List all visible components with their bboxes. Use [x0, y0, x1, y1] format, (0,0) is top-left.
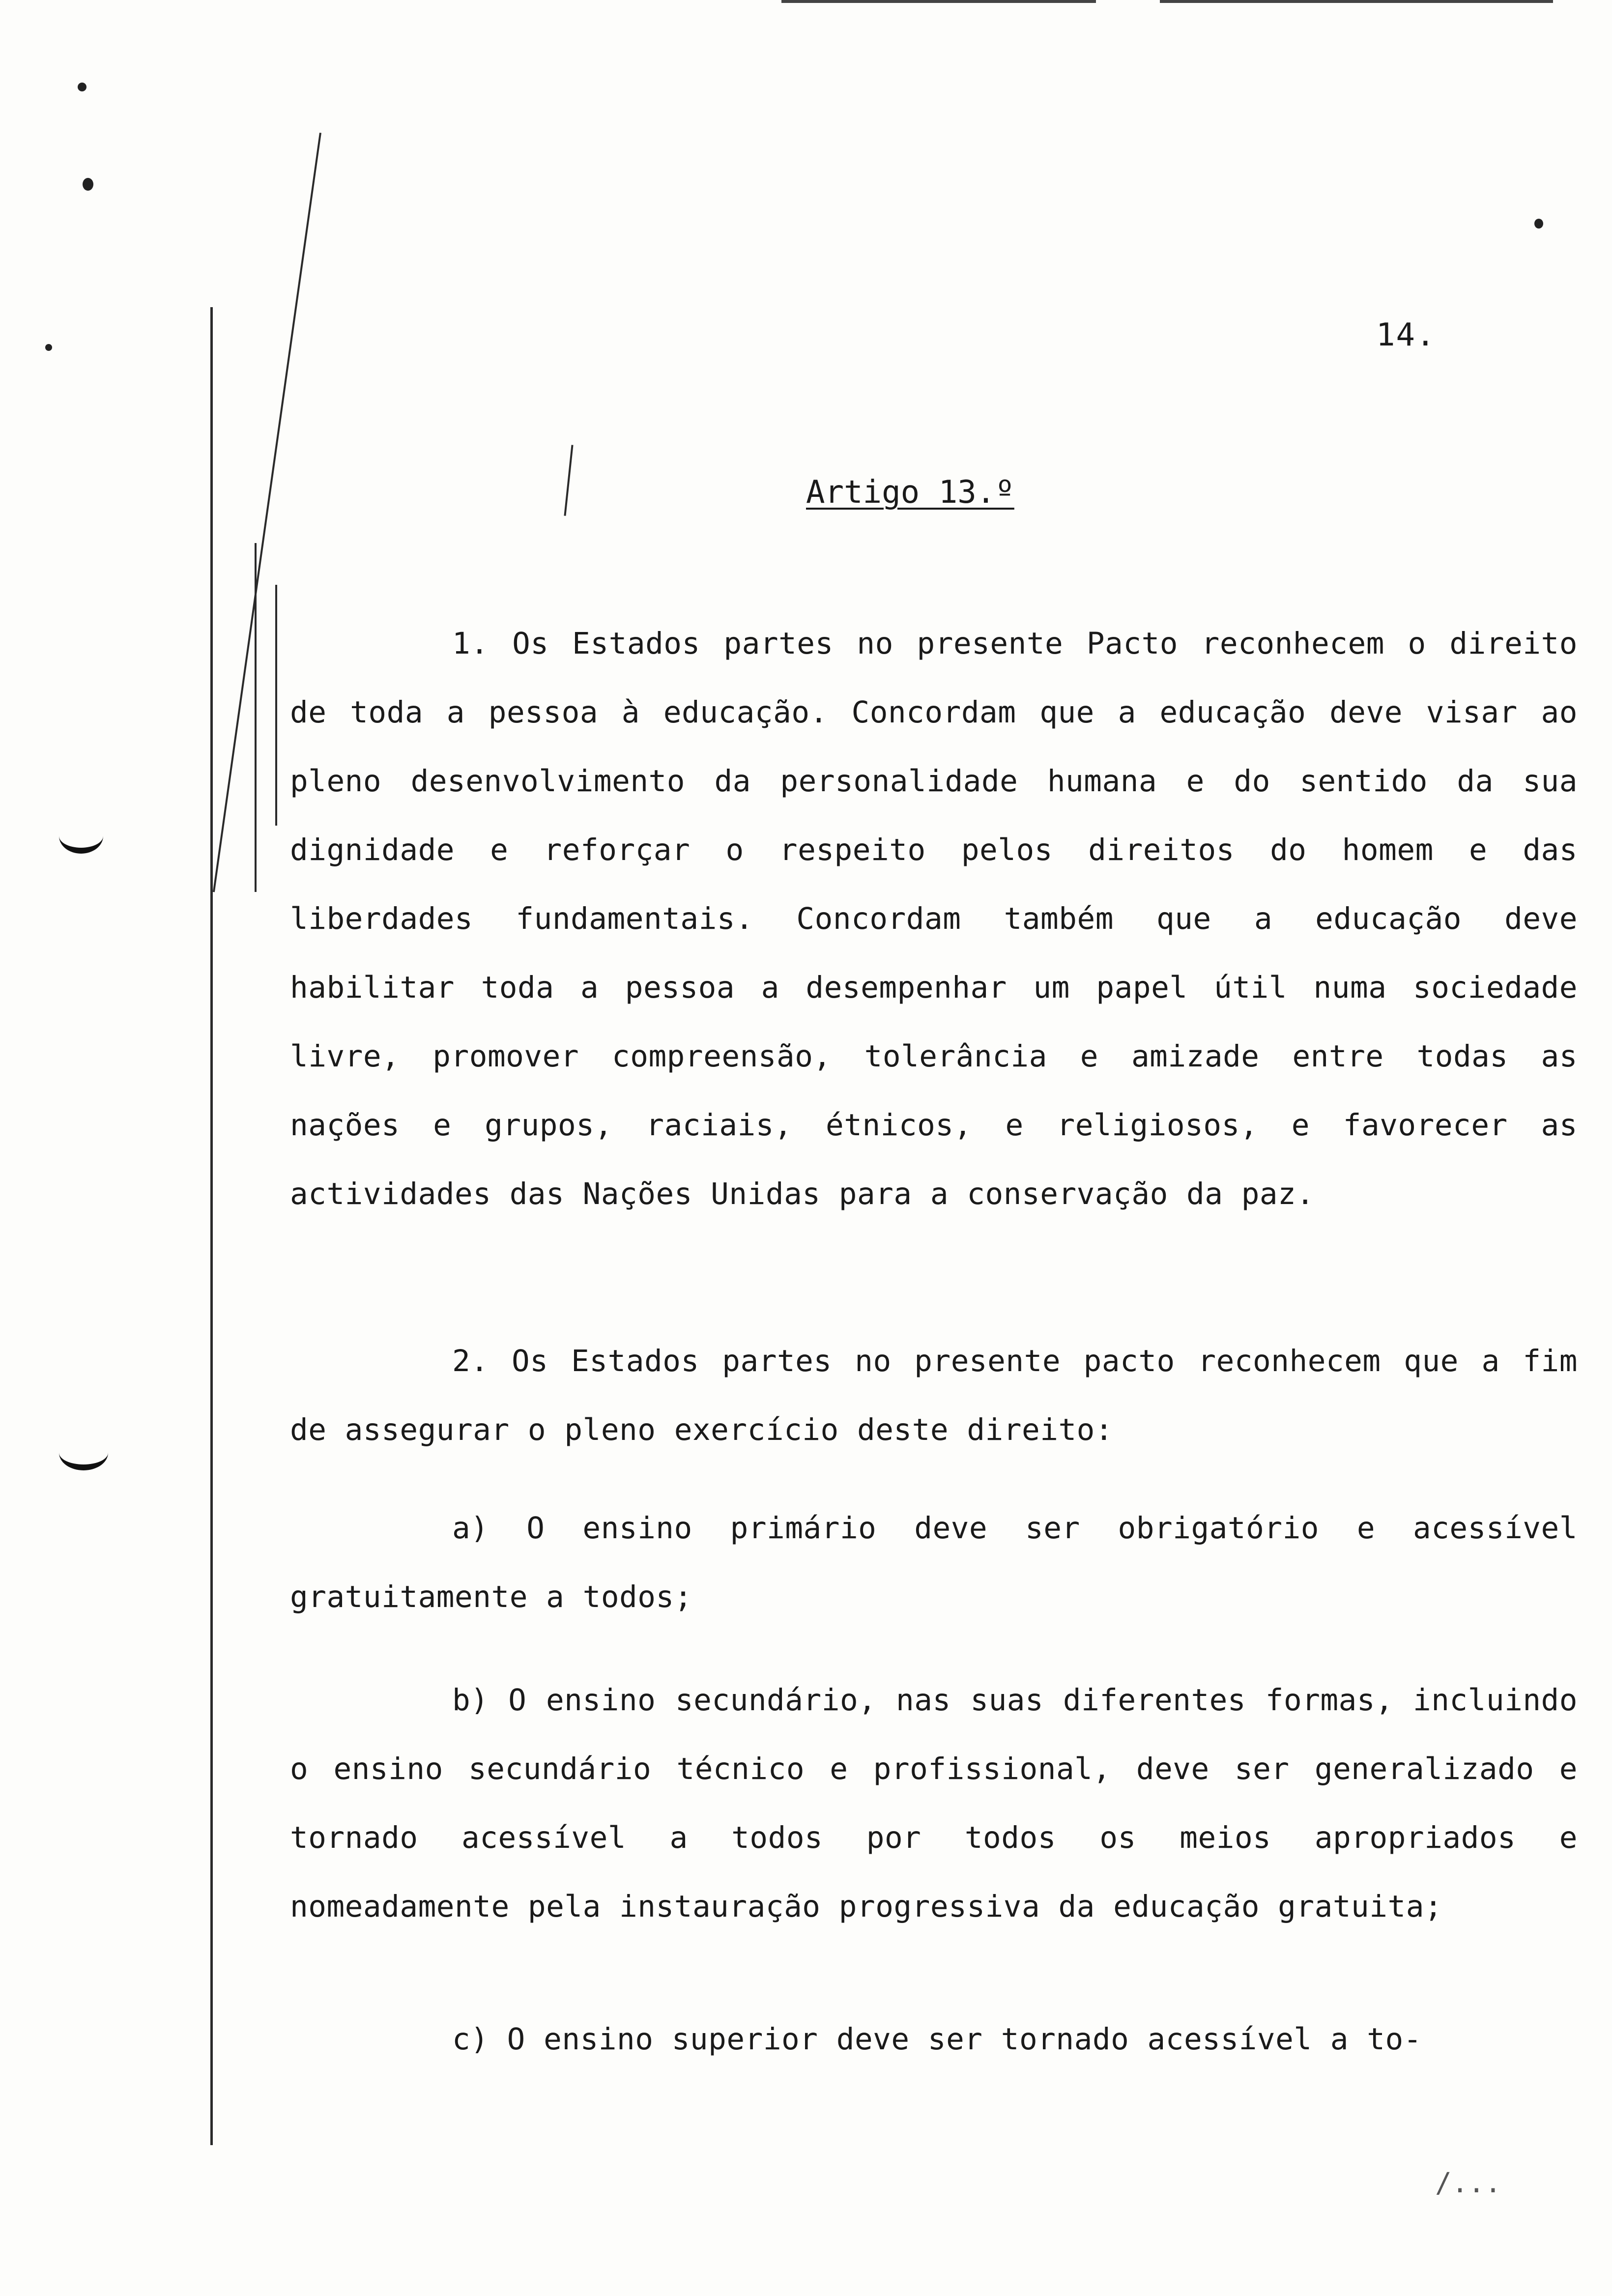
scan-arc-2 [59, 1435, 108, 1470]
list-item-b-text: b) O ensino secundário, nas suas diferentes formas, incluindo o ensino secundário técnico e profissional, deve ser generalizado e tornado acessível a todos por todos os meios apropriados e nomeadamente pela instauração progressiva da educação gratuita; [290, 1683, 1578, 1924]
scan-arc-1 [59, 818, 103, 854]
paragraph-2 [290, 1327, 1578, 1464]
list-item-a-text: a) O ensino primário deve ser obrigatório e acessível gratuitamente a todos; [290, 1511, 1578, 1614]
list-item-b [290, 1666, 1578, 1941]
paragraph-1 [290, 609, 1578, 1229]
pencil-stroke-short [564, 445, 573, 516]
paragraph-1-text: 1. Os Estados partes no presente Pacto reconhecem o direito de toda a pessoa à educação. Concordam que a educação deve visar ao pleno desenvolvimento da personalidade humana e do sentido da sua dignidade e reforçar o respeito pelos direitos do homem e das liberdades fundamentais. Concordam também que a educação deve habilitar toda a pessoa a desempenhar um papel útil numa sociedade livre, promover compreensão, tolerância e amizade entre todas as nações e grupos, raciais, étnicos, e religiosos, e favorecer as actividades das Nações Unidas para a conservação da paz. [290, 626, 1578, 1211]
scan-dot-4 [1534, 219, 1543, 229]
page-number: 14. [1376, 317, 1436, 353]
scan-dot-2 [83, 178, 93, 191]
margin-bar-2 [275, 585, 277, 826]
continuation-mark: /... [1435, 2167, 1501, 2199]
scan-top-line-1 [781, 0, 1096, 3]
article-title: Artigo 13.º [806, 474, 1014, 511]
scan-top-line-2 [1160, 0, 1553, 3]
margin-bar-1 [255, 543, 257, 892]
scan-dot-1 [78, 83, 86, 91]
left-margin-rule [210, 307, 213, 2145]
scan-dot-3 [45, 344, 52, 351]
list-item-a [290, 1494, 1578, 1632]
paragraph-2-text: 2. Os Estados partes no presente pacto reconhecem que a fim de assegurar o pleno exercício deste direito: [290, 1344, 1578, 1447]
list-item-c-text: c) O ensino superior deve ser tornado acessível a to- [452, 2022, 1422, 2057]
list-item-c [290, 2005, 1578, 2074]
